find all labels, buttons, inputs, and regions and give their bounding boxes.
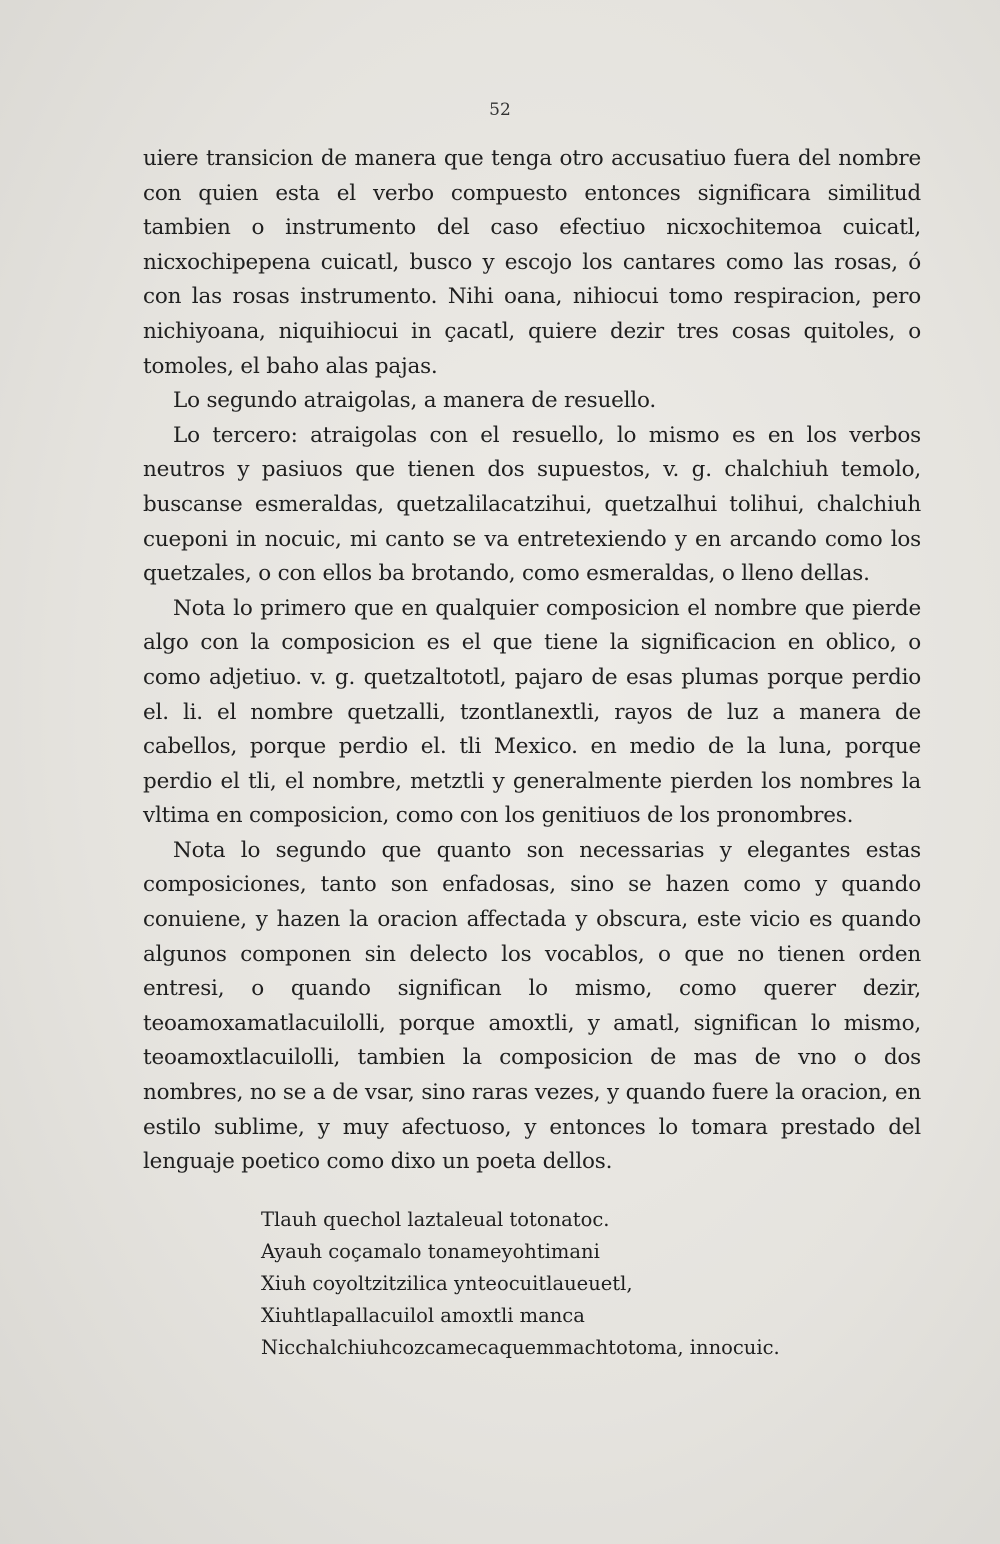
paragraph: uiere transicion de manera que tenga otro accusatiuo fuera del nombre con quien esta el verbo compuesto entonces significara similitud tambien o instrumento del caso efectiuo nicxochitemoa cuicatl, nicxochipepena cuicatl, busco y escojo los cantares como las rosas, ó con las rosas instrumento. Nihi oana, nihiocui tomo respiracion, pero nichiyoana, niquihiocui in çacatl, quiere dezir tres cosas quitoles, o tomoles, el baho alas pajas. [143,146,921,379]
verse-line: Tlauh quechol laztaleual totonatoc. [261,1208,610,1231]
body-text [143,142,921,1180]
paragraph: Nota lo segundo que quanto son necessarias y elegantes estas composiciones, tanto son enfadosas, sino se hazen como y quando conuiene, y hazen la oracion affectada y obscura, este vicio es quando algunos componen sin delecto los vocablos, o que no tienen orden entresi, o quando significan lo mismo, como querer dezir, teoamoxamatlacuilolli, porque amoxtli, y amatl, significan lo mismo, teoamoxtlacuilolli, tambien la composicion de mas de vno o dos nombres, no se a de vsar, sino raras vezes, y quando fuere la oracion, en estilo sublime, y muy afectuoso, y entonces lo tomara prestado del lenguaje poetico como dixo un poeta dellos. [143,837,921,1175]
paragraph: Lo segundo atraigolas, a manera de resuello. [173,388,656,414]
verse-line: Ayauh coçamalo tonameyohtimani [261,1240,600,1263]
paragraph: Nota lo primero que en qualquier composicion el nombre que pierde algo con la composicion es el que tiene la significacion en oblico, o como adjetiuo. v. g. quetzaltototl, pajaro de esas plumas porque perdio el. li. el nombre quetzalli, tzontlanextli, rayos de luz a manera de cabellos, porque perdio el. tli Mexico. en medio de la luna, porque perdio el tli, el nombre, metztli y generalmente pierden los nombres la vltima en composicion, como con los genitiuos de los pronombres. [143,595,921,829]
page-number: 52 [489,100,511,120]
verse-line: Xiuhtlapallacuilol amoxtli manca [261,1304,585,1327]
verse-line: Xiuh coyoltzitzilica ynteocuitlaueuetl, [261,1272,633,1295]
paragraph: Lo tercero: atraigolas con el resuello, lo mismo es en los verbos neutros y pasiuos que tienen dos supuestos, v. g. chalchiuh temolo, buscanse esmeraldas, quetzalilacatzihui, quetzalhui tolihui, chalchiuh cueponi in nocuic, mi canto se va entretexiendo y en arcando como los quetzales, o con ellos ba brotando, como esmeraldas, o lleno dellas. [143,422,921,587]
poem-verse [261,1204,881,1364]
verse-line: Nicchalchiuhcozcamecaquemmachtotoma, innocuic. [261,1336,780,1359]
